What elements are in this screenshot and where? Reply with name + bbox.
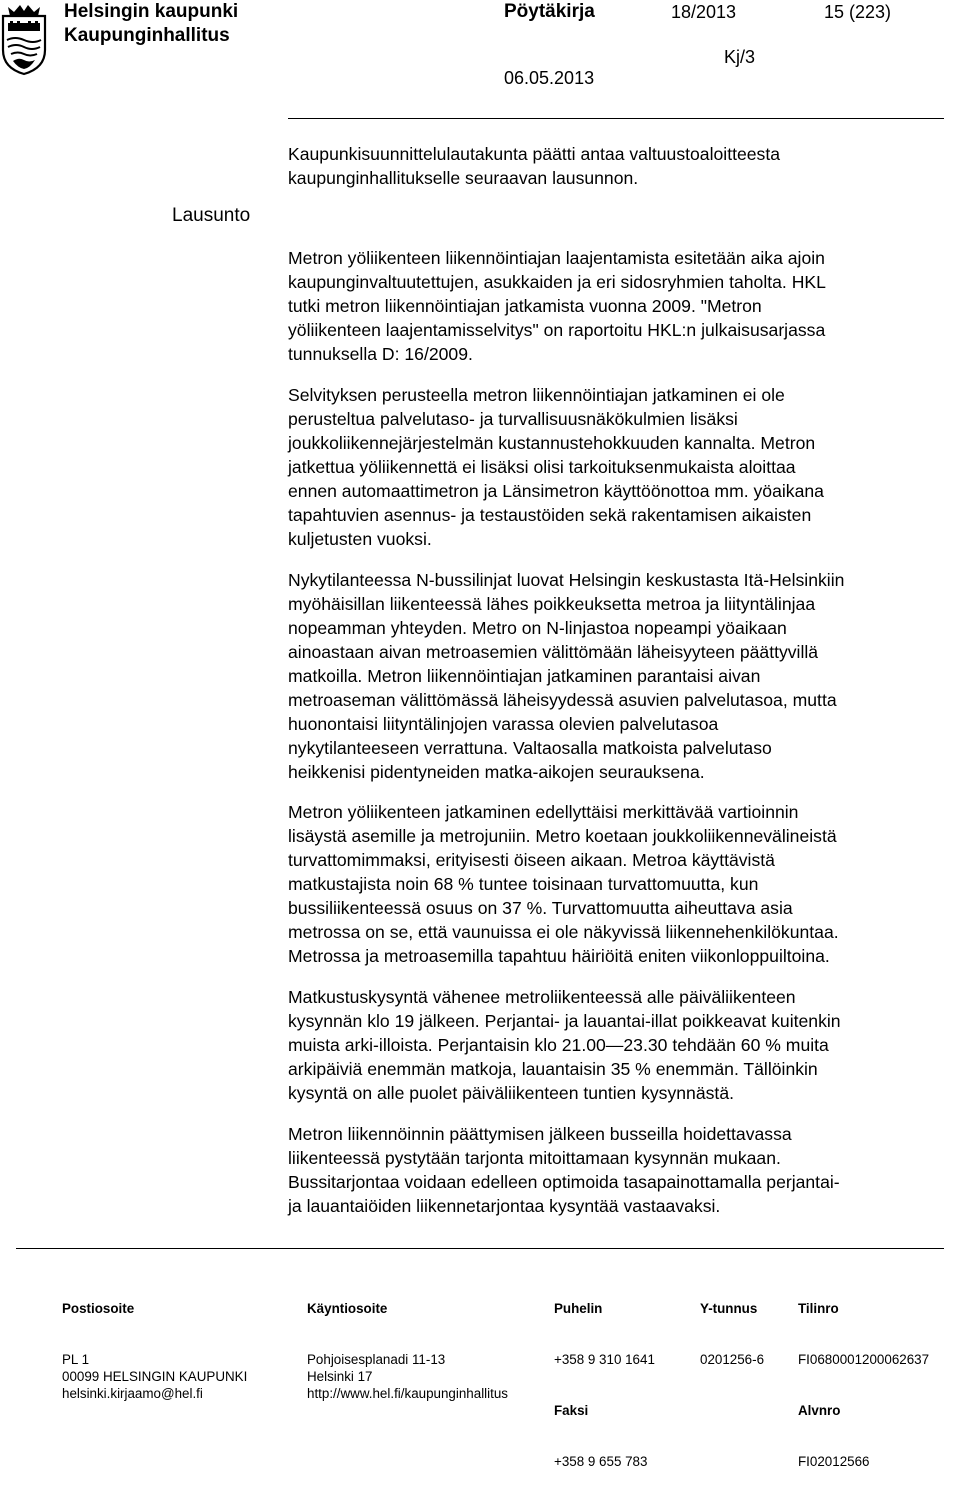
footer-business-id-title: Y-tunnus xyxy=(700,1301,758,1316)
footer-divider xyxy=(16,1248,944,1249)
organ-name: Kaupunginhallitus xyxy=(64,25,230,46)
coat-of-arms-logo xyxy=(0,2,48,76)
side-label: Lausunto xyxy=(172,205,251,226)
footer-account-title: Tilinro xyxy=(798,1301,839,1316)
footer-business-id-value: 0201256-6 xyxy=(700,1352,765,1367)
footer-visiting xyxy=(307,1266,508,1419)
footer-phone-number: +358 9 310 1641 xyxy=(554,1352,655,1367)
section-code: Kj/3 xyxy=(724,47,756,67)
footer-vat-title: Alvnro xyxy=(798,1403,841,1418)
paragraph-2: Selvityksen perusteella metron liikennöintiajan jatkaminen ei ole perusteltua palvelutaso- ja turvallisuusnäkökulmien lisäksi joukkoliikennejärjestelmän kustannustehokkuuden kannalta. Metron jatkettua yöliikennettä ei lisäksi olisi tarkoituksenmukaista aloittaa ennen automaattimetron ja Länsimetron käyttöönottoa mm. yöaikana tapahtuvien asennus- ja testaustöiden sekä rakentamisen aikaisten kuljetusten vuoksi. xyxy=(288,385,824,549)
page-number: 15 (223) xyxy=(824,2,892,22)
footer-postal xyxy=(62,1266,247,1419)
footer-phone xyxy=(554,1266,655,1487)
document-type: Pöytäkirja xyxy=(504,1,595,22)
meeting-date: 06.05.2013 xyxy=(504,68,595,88)
paragraph-intro: Kaupunkisuunnittelulautakunta päätti antaa valtuustoaloitteesta kaupunginhallitukselle seuraavan lausunnon. xyxy=(288,144,781,188)
footer-postal-lines: PL 1 00099 HELSINGIN KAUPUNKI helsinki.kirjaamo@hel.fi xyxy=(62,1352,248,1401)
footer-fax-title: Faksi xyxy=(554,1403,589,1418)
paragraph-1: Metron yöliikenteen liikennöintiajan laajentamista esitetään aika ajoin kaupunginvaltuutettujen, asukkaiden ja eri sidosryhmien taholta. HKL tutki metron liikennöintiajan jatkamista vuonna 2009. "Metron yöliikenteen laajentamisselvitys" on raportoitu HKL:n julkaisusarjassa tunnuksella D: 16/2009. xyxy=(288,248,826,364)
footer-visiting-title: Käyntiosoite xyxy=(307,1301,388,1316)
paragraph-6: Metron liikennöinnin päättymisen jälkeen busseilla hoidettavassa liikenteessä pystytään tarjonta mitoittamaan kysynnän mukaan. Bussitarjontaa voidaan edelleen optimoida tasapainottamalla perjantai- ja lauantaiöiden liikennetarjontaa kysyntää vastaavaksi. xyxy=(288,1124,840,1216)
footer-visiting-lines: Pohjoisesplanadi 11-13 Helsinki 17 http://www.hel.fi/kaupunginhallitus xyxy=(307,1352,508,1401)
paragraph-3: Nykytilanteessa N-bussilinjat luovat Helsingin keskustasta Itä-Helsinkiin myöhäisillan liikenteessä lähes poikkeuksetta metroa ja liityntälinjaa nopeamman yhteyden. Metro on N-linjastoa nopeampi yöaikaan ainoastaan aivan metroasemien välittömään läheisyyteen päättyvillä matkoilla. Metron liikennöintiajan jatkaminen parantaisi aivan metroaseman välittömässä läheisyydessä asuvien palvelutasoa, mutta huonontaisi liityntälinjojen varassa olevien palvelutasoa nykytilanteeseen verrattuna. Valtaosalla matkoista palvelutaso heikkenisi pidentyneiden matka-aikojen seurauksena. xyxy=(288,570,845,782)
footer-account xyxy=(798,1266,929,1487)
footer-fax-number: +358 9 655 783 xyxy=(554,1454,648,1469)
footer-business-id xyxy=(700,1266,764,1385)
footer-account-value: FI0680001200062637 xyxy=(798,1352,930,1367)
footer-vat-value: FI02012566 xyxy=(798,1454,870,1469)
footer-phone-title: Puhelin xyxy=(554,1301,603,1316)
paragraph-4: Metron yöliikenteen jatkaminen edellyttäisi merkittävää vartioinnin lisäystä asemille ja metrojuniin. Metro koetaan joukkoliikennevälineistä turvattomimmaksi, erityisesti öiseen aikaan. Metroa käyttävistä matkustajista noin 68 % tuntee toisinaan turvattomuutta, kun bussiliikenteessä osuus on 37 %. Turvattomuutta aiheuttava asia metrossa on se, että vaunuissa ei ole näkyvissä liikennehenkilökuntaa. Metrossa ja metroasemilla tapahtuu häiriöitä eniten viikonloppuiltoina. xyxy=(288,802,839,966)
document-number: 18/2013 xyxy=(671,2,737,22)
header-divider xyxy=(288,118,944,119)
paragraph-5: Matkustuskysyntä vähenee metroliikenteessä alle päiväliikenteen kysynnän klo 19 jälkeen. Perjantai- ja lauantai-illat poikkeavat kuitenkin muista arki-illoista. Perjantaisin klo 21.00—23.30 tehdään 60 % muita arkipäiviä enemmän matkoja, lauantaisin 35 % enemmän. Tällöinkin kysyntä on alle puolet päiväliikenteen tuntien kysynnästä. xyxy=(288,987,841,1103)
footer-postal-title: Postiosoite xyxy=(62,1301,135,1316)
city-name: Helsingin kaupunki xyxy=(64,1,239,22)
